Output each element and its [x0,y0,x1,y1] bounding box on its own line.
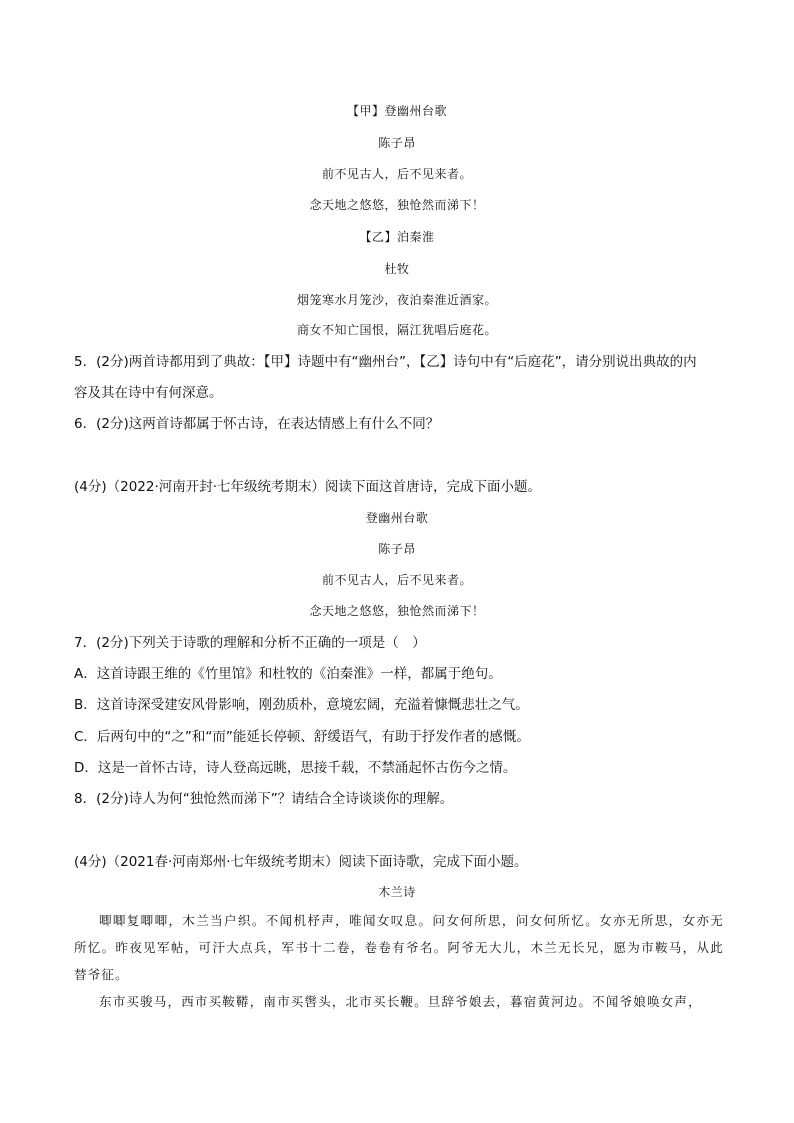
option-b: B．这首诗深受建安风骨影响，刚劲质朴，意境宏阔，充溢着慷慨悲壮之气。 [74,697,529,713]
section-3-header: (4分)（2021春·河南郑州·七年级统考期末）阅读下面诗歌，完成下面小题。 [74,854,528,870]
question-6: 6．(2分)这两首诗都属于怀古诗，在表达情感上有什么不同？ [74,416,440,432]
section-2-header: (4分)（2022·河南开封·七年级统考期末）阅读下面这首唐诗，完成下面小题。 [74,479,542,495]
poem-body [74,907,724,1015]
poem-paragraph: 唧唧复唧唧，木兰当户织。不闻机杼声，唯闻女叹息。问女何所思，问女何所忆。女亦无所思，女亦无所忆。昨夜见军帖，可汗大点兵，军书十二卷，卷卷有爷名。阿爷无大儿，木兰无长兄，愿为市鞍马，从此替爷征。 [74,913,724,982]
poem-title: 木兰诗 [378,885,416,899]
question-5-line: 5．(2分)两首诗都用到了典故：【甲】诗题中有“幽州台”，【乙】诗句中有“后庭花”，请分别说出典故的内 [74,354,697,370]
poem-yi-line: 商女不知亡国恨，隔江犹唱后庭花。 [296,323,497,337]
poem-jia-line: 念天地之悠悠，独怆然而涕下！ [309,198,485,212]
question-8: 8．(2分)诗人为何“独怆然而涕下”？请结合全诗谈谈你的理解。 [74,791,454,807]
poem-jia-author: 陈子昂 [378,136,416,150]
poem-line: 前不见古人，后不见来者。 [321,573,472,587]
poem-author: 陈子昂 [378,542,416,556]
option-c: C．后两句中的“之”和“而”能延长停顿、舒缓语气，有助于抒发作者的感慨。 [74,729,530,745]
poem-yi-title: 【乙】泊秦淮 [359,230,435,244]
option-a: A．这首诗跟王维的《竹里馆》和杜牧的《泊秦淮》一样，都属于绝句。 [74,666,502,682]
question-5-line: 容及其在诗中有何深意。 [74,385,223,401]
poem-yi-author: 杜牧 [384,262,410,276]
poem-line: 念天地之悠悠，独怆然而涕下！ [309,604,485,618]
poem-paragraph: 东市买骏马，西市买鞍鞯，南市买辔头，北市买长鞭。旦辞爷娘去，暮宿黄河边。不闻爷娘唤女声， [99,994,702,1009]
question-7: 7．(2分)下列关于诗歌的理解和分析不正确的一项是（ ） [74,635,426,651]
poem-jia-line: 前不见古人，后不见来者。 [321,167,472,181]
poem-yi-line: 烟笼寒水月笼沙，夜泊秦淮近酒家。 [296,293,497,307]
poem-jia-title: 【甲】登幽州台歌 [346,104,447,118]
poem-title: 登幽州台歌 [365,511,429,525]
option-d: D．这是一首怀古诗，诗人登高远眺，思接千载，不禁涌起怀古伤今之情。 [74,760,517,776]
